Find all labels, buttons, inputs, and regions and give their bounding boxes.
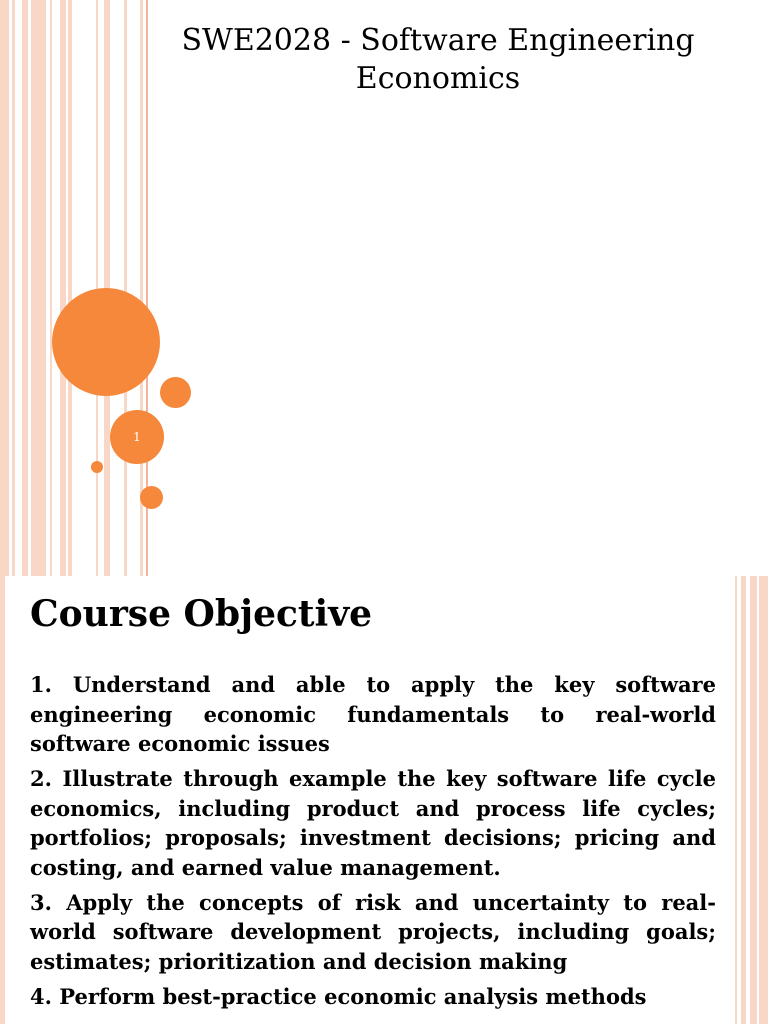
right-stripes bbox=[733, 576, 768, 1024]
course-objective-slide bbox=[0, 576, 768, 1024]
decorative-stripes bbox=[0, 0, 150, 576]
small-circle-decoration-2 bbox=[140, 486, 163, 509]
objective-item: 1. Understand and able to apply the key software engineering economic fundamentals to real-world software economic issues bbox=[30, 672, 716, 756]
objectives-list bbox=[30, 670, 716, 1017]
medium-circle-decoration bbox=[160, 377, 191, 408]
objective-item: 3. Apply the concepts of risk and uncertainty to real-world software development projects, including goals; estimates; prioritization and decision making bbox=[30, 889, 716, 974]
slide-title-line-2: Economics bbox=[355, 61, 521, 96]
slide-title bbox=[150, 22, 726, 98]
left-stripe bbox=[0, 576, 5, 1024]
small-circle-decoration bbox=[91, 461, 103, 473]
objective-item: 2. Illustrate through example the key software life cycle economics, including product and process life cycles; portfolios; proposals; investment decisions; pricing and costing, and earned value management. bbox=[30, 766, 716, 880]
slide-title-line-1: SWE2028 - Software Engineering bbox=[181, 23, 695, 58]
slide-number-badge bbox=[110, 410, 164, 464]
large-circle-decoration bbox=[52, 288, 160, 396]
slide-number: 1 bbox=[133, 430, 141, 444]
section-heading: Course Objective bbox=[30, 593, 373, 635]
objective-item: 4. Perform best-practice economic analysis methods bbox=[30, 983, 647, 1009]
